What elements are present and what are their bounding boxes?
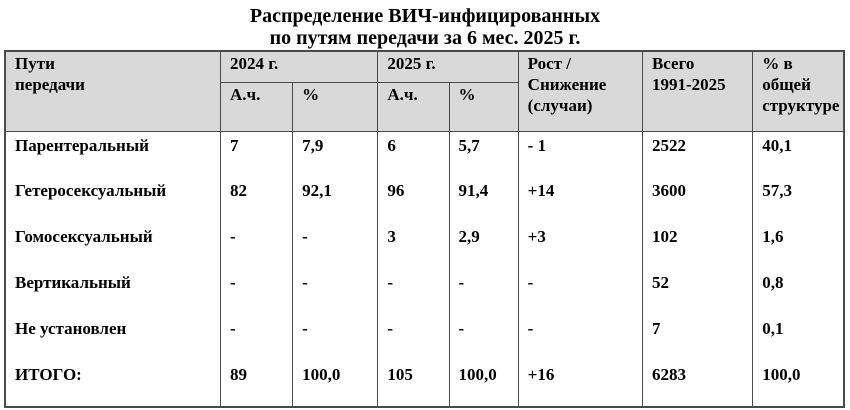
cell-growth: -	[518, 315, 642, 361]
cell-abs-2024: -	[221, 315, 293, 361]
row-label: ИТОГО:	[5, 361, 221, 407]
cell-pct-2024: 7,9	[293, 131, 378, 177]
cell-abs-2025: 96	[378, 177, 449, 223]
cell-pct-2025: 5,7	[449, 131, 518, 177]
cell-total: 7	[642, 315, 752, 361]
header-cell-pct-2024: %	[293, 82, 378, 131]
row-label: Парентеральный	[5, 131, 221, 177]
cell-growth: +3	[518, 223, 642, 269]
cell-abs-2024: -	[221, 223, 293, 269]
cell-pct-2025: 100,0	[449, 361, 518, 407]
header-cell-abs-2025: А.ч.	[378, 82, 449, 131]
table-row-heterosexual	[5, 177, 844, 223]
cell-abs-2024: 89	[221, 361, 293, 407]
cell-share: 40,1	[753, 131, 844, 177]
cell-growth: -	[518, 269, 642, 315]
cell-abs-2025: 105	[378, 361, 449, 407]
hiv-transmission-table	[4, 50, 845, 408]
cell-pct-2024: 100,0	[293, 361, 378, 407]
cell-abs-2025: 3	[378, 223, 449, 269]
header-cell-abs-2024: А.ч.	[221, 82, 293, 131]
cell-abs-2025: 6	[378, 131, 449, 177]
title-line-1: Распределение ВИЧ-инфицированных	[249, 5, 601, 27]
page-title	[0, 0, 850, 49]
cell-total: 6283	[642, 361, 752, 407]
table-row-not-established	[5, 315, 844, 361]
table-row-homosexual	[5, 223, 844, 269]
cell-pct-2024: 92,1	[293, 177, 378, 223]
header-cell-total: Всего 1991-2025	[642, 51, 752, 131]
cell-abs-2024: 82	[221, 177, 293, 223]
row-label: Вертикальный	[5, 269, 221, 315]
cell-total: 2522	[642, 131, 752, 177]
cell-share: 100,0	[753, 361, 844, 407]
cell-abs-2024: -	[221, 269, 293, 315]
header-cell-2025: 2025 г.	[378, 51, 518, 82]
row-label: Гомосексуальный	[5, 223, 221, 269]
cell-pct-2025: -	[449, 269, 518, 315]
cell-pct-2025: 2,9	[449, 223, 518, 269]
title-line-2: по путям передачи за 6 мес. 2025 г.	[269, 27, 581, 49]
header-row-1	[5, 51, 844, 82]
table-row-vertical	[5, 269, 844, 315]
cell-share: 0,1	[753, 315, 844, 361]
table-row-parenteral	[5, 131, 844, 177]
header-cell-pct-2025: %	[449, 82, 518, 131]
cell-share: 1,6	[753, 223, 844, 269]
cell-total: 52	[642, 269, 752, 315]
cell-share: 57,3	[753, 177, 844, 223]
header-cell-share: % в общей структуре	[753, 51, 844, 131]
cell-abs-2025: -	[378, 315, 449, 361]
header-cell-routes: Пути передачи	[5, 51, 221, 131]
cell-growth: - 1	[518, 131, 642, 177]
cell-total: 102	[642, 223, 752, 269]
header-cell-growth: Рост / Снижение (случаи)	[518, 51, 642, 131]
cell-share: 0,8	[753, 269, 844, 315]
cell-pct-2024: -	[293, 315, 378, 361]
row-label: Не установлен	[5, 315, 221, 361]
cell-pct-2025: 91,4	[449, 177, 518, 223]
cell-growth: +14	[518, 177, 642, 223]
header-cell-2024: 2024 г.	[221, 51, 378, 82]
cell-abs-2024: 7	[221, 131, 293, 177]
cell-pct-2024: -	[293, 223, 378, 269]
cell-pct-2024: -	[293, 269, 378, 315]
cell-total: 3600	[642, 177, 752, 223]
row-label: Гетеросексуальный	[5, 177, 221, 223]
cell-growth: +16	[518, 361, 642, 407]
cell-abs-2025: -	[378, 269, 449, 315]
cell-pct-2025: -	[449, 315, 518, 361]
table-row-total	[5, 361, 844, 407]
